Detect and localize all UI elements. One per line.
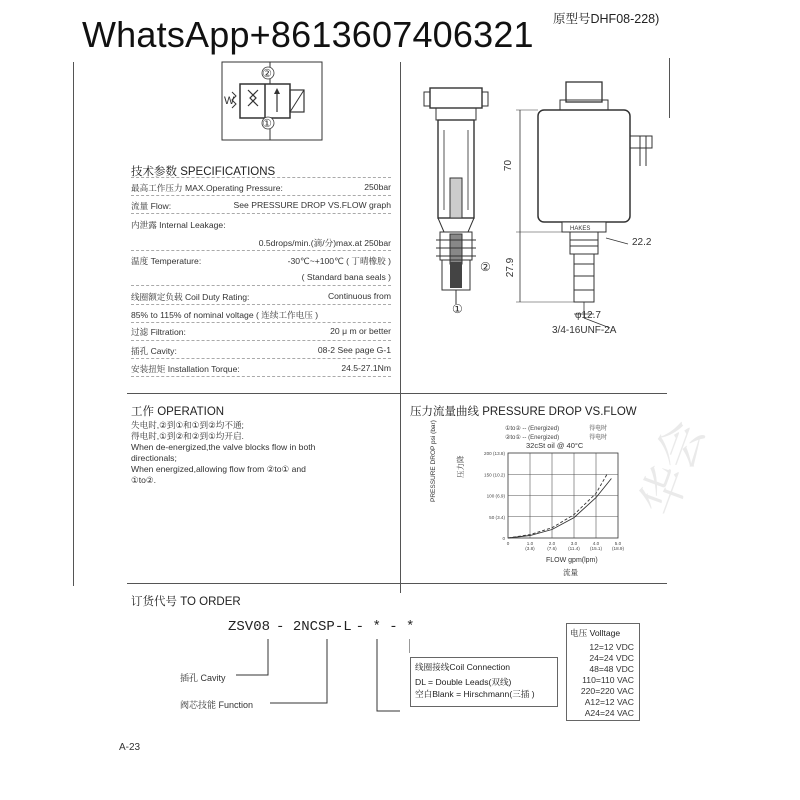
legend-1-cn: 得电时 (589, 426, 608, 432)
symbol-port-1: ① (262, 118, 272, 130)
spec-rule (131, 177, 391, 178)
cartridge-section-drawing (420, 82, 500, 322)
section-port-1: ① (452, 302, 463, 316)
chart-title: 压力流量曲线 PRESSURE DROP VS.FLOW (410, 406, 637, 418)
voltage-option: 220=220 VAC (580, 686, 634, 696)
legend-2-label: ②to① -- (Energized) (505, 435, 560, 441)
chart-ytick-label: 50 (3.4) (489, 514, 505, 520)
spec-value: 08-2 See page G-1 (317, 345, 391, 355)
operation-title: 工作 OPERATION (131, 406, 225, 418)
chart-xtick-label: 2.0 (548, 541, 556, 546)
order-divider (400, 575, 401, 593)
chart-ytick-label: 0 (502, 536, 505, 541)
coil-connection-title: 线圈接线Coil Connection (415, 662, 511, 672)
spec-value: 0.5drops/min.(滴/分)max.at 250bar (258, 238, 391, 248)
spec-rule (131, 195, 391, 196)
chart-xlabel-cn: 流量 (563, 568, 578, 577)
spec-rule (131, 376, 391, 377)
legend-2-cn: 得电时 (589, 435, 608, 441)
coil-connection-dl: DL = Double Leads(双线) (415, 677, 512, 687)
watermark: 华会 (632, 414, 715, 523)
dim-height-27-9: 27.9 (505, 257, 517, 278)
order-code (228, 619, 414, 635)
voltage-option: 110=110 VAC (582, 675, 634, 685)
spec-value: ( Standard bana seals ) (301, 272, 391, 282)
voltage-option: A24=24 VAC (584, 708, 634, 718)
legend-1 (505, 423, 607, 432)
voltage-option: 12=12 VDC (589, 642, 634, 652)
spec-row (131, 200, 391, 212)
chart-xtick-label: 1.0 (526, 541, 534, 546)
pressure-flow-chart (440, 445, 630, 585)
operation-line: When de-energized,the valve blocks flow in both (131, 442, 316, 452)
operation-line: 得电时,①到②和②到①均开启. (131, 431, 244, 441)
spec-label: 内泄露 Internal Leakage: (131, 220, 226, 230)
coil-outline-drawing (500, 78, 670, 338)
chart-ytick-label: 100 (6.9) (486, 493, 505, 499)
specifications-title: 技术参数 SPECIFICATIONS (131, 166, 276, 178)
chart-subtitle: 32cSt oil @ 40°C (526, 441, 584, 450)
spec-row (131, 255, 391, 267)
spec-row (131, 363, 391, 375)
operation-line: directionals; (131, 453, 177, 463)
chart-xtick-label: 0 (506, 541, 510, 546)
brand-label: HAKES (570, 226, 591, 232)
spec-label: 过滤 Filtration: (131, 327, 186, 337)
spec-label: 温度 Temperature: (131, 256, 202, 266)
operation-line: 失电时,②到①和①到②均不通; (131, 420, 244, 430)
left-border (73, 62, 74, 586)
spec-value: 250bar (364, 182, 391, 192)
dim-thread: 3/4-16UNF-2A (552, 325, 617, 336)
order-code-part1: ZSV08 (228, 619, 271, 635)
chart-xtick-label: 4.0 (592, 541, 600, 546)
page-number: A-23 (119, 742, 141, 753)
voltage-option: 48=48 VDC (589, 664, 634, 674)
voltage-title: 电压 Volltage (570, 628, 621, 638)
valve-symbol (210, 60, 330, 150)
dim-nut: 22.2 (632, 237, 652, 248)
operation-line: ①to②. (131, 475, 156, 485)
section-port-2: ② (480, 260, 491, 274)
spec-row (131, 326, 391, 338)
legend-2 (505, 432, 607, 441)
voltage-option: A12=12 VAC (584, 697, 634, 707)
chart-ylabel: PRESSURE DROP psi (bar) (430, 420, 437, 502)
order-code-part2: - 2NCSP-L (276, 619, 352, 635)
order-code-part3: - * - * (355, 619, 415, 635)
center-divider (400, 62, 401, 582)
legend-1-label: ①to② -- (Energized) (505, 426, 560, 432)
spec-rule (131, 322, 391, 323)
coil-connection-blank: 空白Blank = Hirschmann(三插 ) (415, 689, 535, 699)
chart-xtick-label: (15.1) (589, 546, 603, 551)
chart-series-line (508, 474, 607, 538)
spec-value: -30℃~+100℃ ( 丁晴橡胶 ) (287, 256, 391, 266)
spec-label: 安装扭矩 Installation Torque: (131, 364, 240, 374)
order-title: 订货代号 TO ORDER (131, 596, 241, 608)
chart-xtick-label: 5.0 (614, 541, 622, 546)
chart-xtick-label: (3.8) (525, 546, 535, 551)
chart-xlabel: FLOW gpm(lpm) (546, 557, 598, 564)
spec-rule (131, 340, 391, 341)
spec-row (131, 182, 391, 194)
spec-rule (131, 213, 391, 214)
order-cavity-label: 插孔 Cavity (180, 673, 226, 683)
spec-row (131, 219, 391, 231)
spec-label: 流量 Flow: (131, 201, 172, 211)
spec-row (131, 291, 391, 303)
order-function-label: 阀芯技能 Function (180, 700, 254, 710)
dim-height-70: 70 (503, 159, 515, 172)
chart-xtick-label: (7.6) (547, 546, 557, 551)
spec-row (131, 309, 391, 321)
spec-label: 85% to 115% of nominal voltage ( 连续工作电压 ) (131, 310, 319, 320)
chart-ytick-label: 150 (10.2) (484, 472, 505, 478)
spec-rule (131, 285, 391, 286)
operation-line: When energized,allowing flow from ②to① and (131, 464, 306, 474)
spring-label: W (224, 95, 235, 107)
spec-label: 插孔 Cavity: (131, 346, 177, 356)
symbol-port-2: ② (262, 68, 272, 80)
chart-ylabel-cn: 压力降 (456, 455, 465, 478)
spec-value: Continuous from (327, 291, 391, 301)
voltage-option: 24=24 VDC (589, 653, 634, 663)
dim-diameter: φ12.7 (575, 310, 601, 321)
coil-connection-box (410, 657, 558, 707)
whatsapp-header: WhatsApp+8613607406321 (82, 14, 534, 55)
chart-xtick-label: (11.4) (568, 546, 580, 551)
spec-value: 20 μ m or better (330, 326, 391, 336)
chart-ytick-label: 200 (13.8) (484, 451, 505, 456)
chart-xtick-label: 3.0 (570, 541, 578, 546)
chart-xtick-label: (18.9) (611, 546, 625, 551)
spec-rule (131, 250, 391, 251)
spec-value: See PRESSURE DROP VS.FLOW graph (233, 200, 391, 210)
spec-rule (131, 358, 391, 359)
section-rule-1 (127, 393, 667, 394)
spec-value: 24.5-27.1Nm (341, 363, 391, 373)
spec-rule (131, 304, 391, 305)
spec-row (131, 345, 391, 357)
spec-label: 最高工作压力 MAX.Operating Pressure: (131, 183, 283, 193)
original-model: 原型号DHF08-228) (553, 12, 660, 26)
spec-label: 线圈额定负载 Coil Duty Rating: (131, 292, 250, 302)
